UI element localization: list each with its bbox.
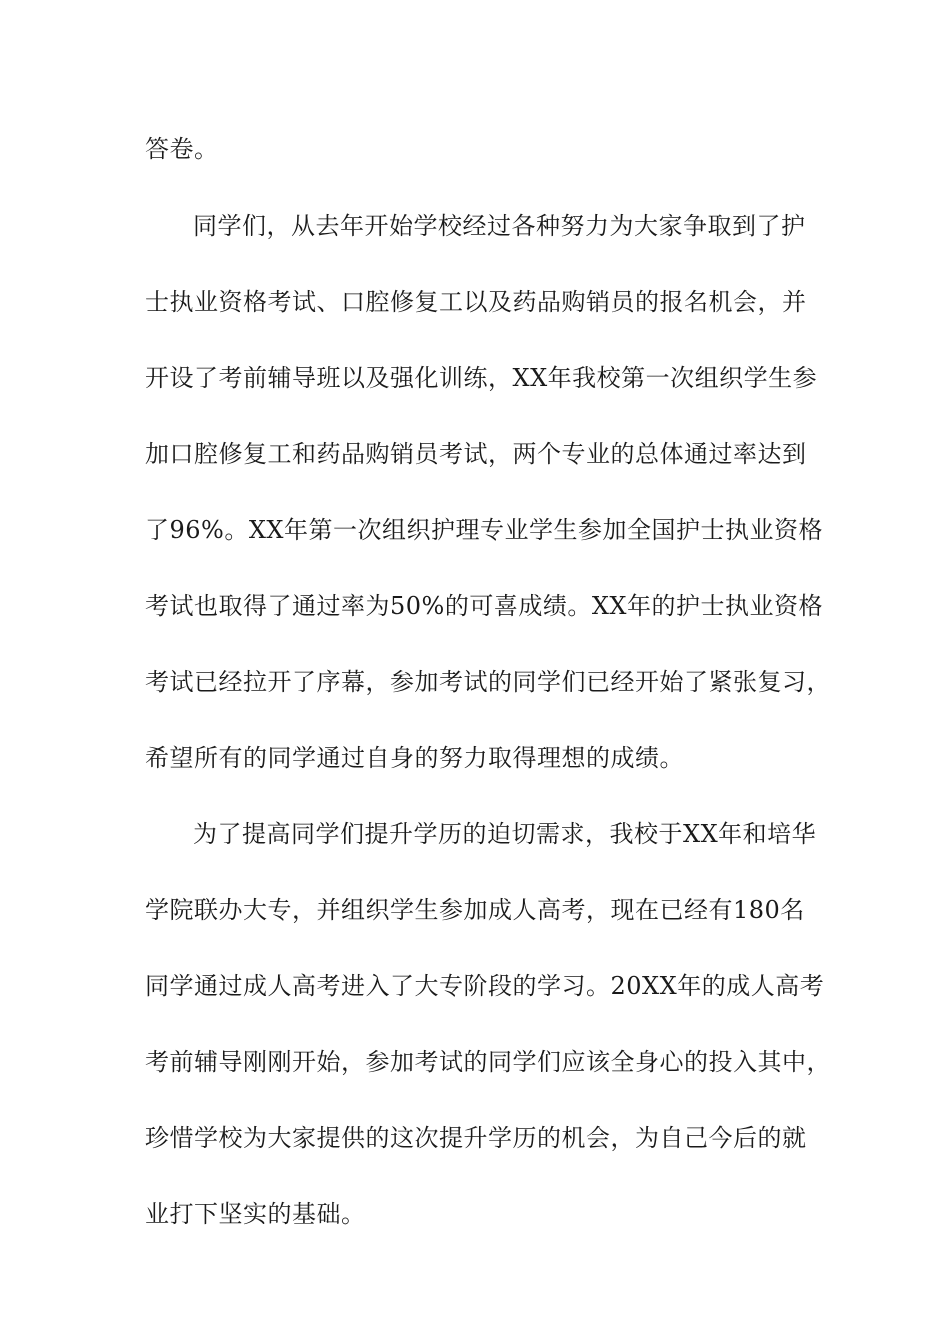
- text-line: 珍惜学校为大家提供的这次提升学历的机会，为自己今后的就: [145, 1124, 807, 1152]
- text-line: 考试也取得了通过率为50%的可喜成绩。XX年的护士执业资格: [145, 592, 824, 620]
- text-line: 学院联办大专，并组织学生参加成人高考，现在已经有180名: [145, 896, 805, 924]
- text-line: 加口腔修复工和药品购销员考试，两个专业的总体通过率达到: [145, 440, 807, 468]
- paragraph-first-line: 同学们，从去年开始学校经过各种努力为大家争取到了护: [193, 212, 806, 240]
- paragraph-first-line: 为了提高同学们提升学历的迫切需求，我校于XX年和培华: [193, 820, 817, 848]
- text-line: 业打下坚实的基础。: [145, 1200, 366, 1228]
- text-line: 考试已经拉开了序幕，参加考试的同学们已经开始了紧张复习，: [145, 668, 831, 696]
- text-line: 同学通过成人高考进入了大专阶段的学习。20XX年的成人高考: [145, 972, 825, 1000]
- text-line: 答卷。: [145, 135, 219, 163]
- text-line: 希望所有的同学通过自身的努力取得理想的成绩。: [145, 744, 684, 772]
- text-line: 考前辅导刚刚开始，参加考试的同学们应该全身心的投入其中，: [145, 1048, 831, 1076]
- text-line: 了96%。XX年第一次组织护理专业学生参加全国护士执业资格: [145, 516, 824, 544]
- text-line: 士执业资格考试、口腔修复工以及药品购销员的报名机会，并: [145, 288, 807, 316]
- text-line: 开设了考前辅导班以及强化训练，XX年我校第一次组织学生参: [145, 364, 818, 392]
